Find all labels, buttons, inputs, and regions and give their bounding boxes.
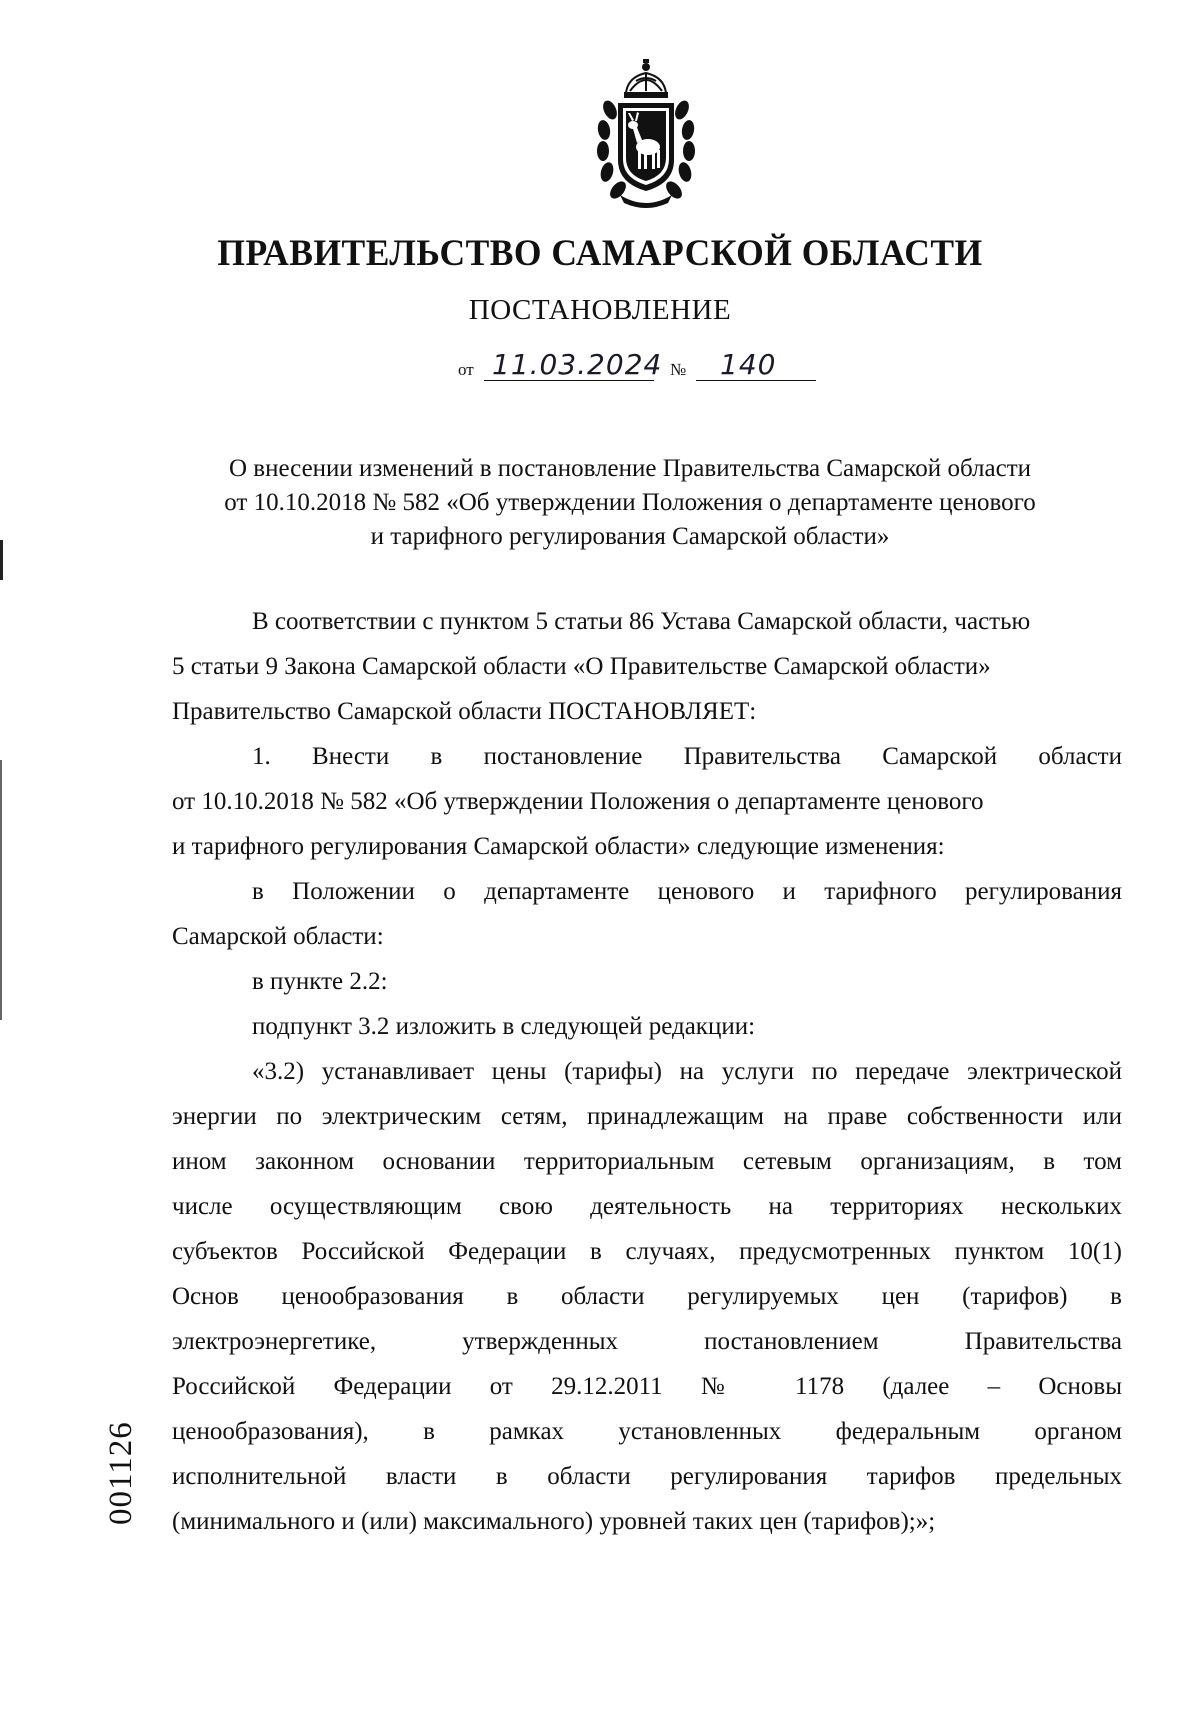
body-line: электроэнергетике, утвержденных постановлением Правительства [172,1328,1122,1355]
body-line: Российской Федерации от 29.12.2011 № 1178 (далее – Основы [172,1373,1122,1400]
heading-line: от 10.10.2018 № 582 «Об утверждении Положения о департаменте ценового [224,489,1036,516]
number-sign-label: № [670,360,687,379]
body-line: Правительство Самарской области ПОСТАНОВЛЯЕТ: [172,698,757,725]
body-line: энергии по электрическим сетям, принадлежащим на праве собственности или [172,1103,1122,1130]
body-line: В соответствии с пунктом 5 статьи 86 Устава Самарской области, частью [252,608,1031,635]
scan-edge-mark [0,540,3,580]
body-line: Основ ценообразования в области регулируемых цен (тарифов) в [172,1283,1122,1310]
date-prefix-label: от [458,360,474,379]
heading-line: О внесении изменений в постановление Правительства Самарской области [228,455,1032,482]
body-line: исполнительной власти в области регулирования тарифов предельных [172,1463,1122,1490]
date-number-line [458,348,858,382]
body-line: ином законном основании территориальным сетевым организациям, в том [172,1148,1122,1175]
body-line: Самарской области: [172,923,384,950]
side-serial-stamp: 001126 [103,1421,139,1525]
body-line: субъектов Российской Федерации в случаях, предусмотренных пунктом 10(1) [172,1238,1122,1265]
document-heading [150,452,1110,554]
handwritten-number: 140 [720,348,777,381]
body-line: числе осуществляющим свою деятельность на территориях нескольких [172,1193,1122,1220]
body-line: и тарифного регулирования Самарской области» следующие изменения: [172,833,945,860]
body-line: (минимального и (или) максимального) уровней таких цен (тарифов);»; [172,1508,936,1535]
document-type: ПОСТАНОВЛЕНИЕ [468,294,732,326]
body-line: 5 статьи 9 Закона Самарской области «О Правительстве Самарской области» [172,653,991,680]
coat-of-arms-emblem [590,55,702,210]
scan-edge-mark [0,760,2,1020]
body-line: «3.2) устанавливает цены (тарифы) на услуги по передаче электрической [252,1058,1122,1085]
government-title: ПРАВИТЕЛЬСТВО САМАРСКОЙ ОБЛАСТИ [217,233,983,274]
body-line: от 10.10.2018 № 582 «Об утверждении Положения о департаменте ценового [172,788,984,815]
body-line: подпункт 3.2 изложить в следующей редакции: [252,1013,756,1040]
body-line: в пункте 2.2: [252,968,388,995]
body-line: в Положении о департаменте ценового и тарифного регулирования [252,878,1122,905]
body-line: ценообразования), в рамках установленных федеральным органом [172,1418,1122,1445]
heading-line: и тарифного регулирования Самарской области» [370,523,890,550]
body-line: 1. Внести в постановление Правительства Самарской области [252,743,1122,770]
handwritten-date: 11.03.2024 [492,348,663,381]
